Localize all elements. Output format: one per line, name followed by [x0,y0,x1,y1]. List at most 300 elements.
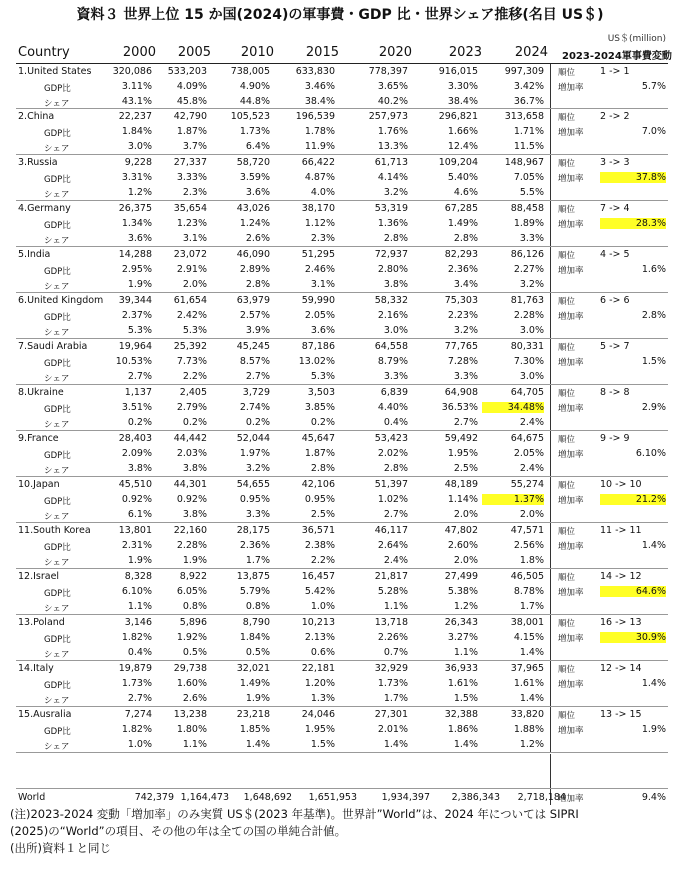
spend-cell: 109,204 [438,157,478,168]
gdp-cell: 2.09% [121,448,152,459]
gdp-cell: 1.71% [513,126,544,137]
gdp-row [16,263,668,278]
row-label: シェア [44,558,70,568]
rate-value: 1.4% [641,678,666,689]
gdp-cell: 3.42% [513,81,544,92]
gdp-cell: 2.80% [377,264,408,275]
share-cell: 0.6% [310,647,335,658]
spend-cell: 22,181 [301,663,335,674]
gdp-cell: 3.59% [239,172,270,183]
spend-row [16,662,668,677]
row-label: シェア [44,190,70,200]
share-row [16,600,668,615]
country-name: 1.United States [18,66,92,77]
row-label: GDP比 [44,727,71,737]
gdp-cell: 2.28% [513,310,544,321]
rate-label: 増加率 [558,266,584,276]
spend-cell: 64,705 [510,387,544,398]
spend-cell: 25,392 [173,341,207,352]
gdp-cell: 1.97% [239,448,270,459]
rate-label: 増加率 [558,83,584,93]
footnotes [10,806,672,857]
spend-cell: 47,571 [510,525,544,536]
rate-value: 1.5% [641,356,666,367]
spend-cell: 87,186 [301,341,335,352]
spend-cell: 42,106 [301,479,335,490]
gdp-cell: 2.95% [121,264,152,275]
gdp-cell: 4.09% [176,81,207,92]
share-row [16,462,668,477]
rank-label: 順位 [558,665,576,675]
share-cell: 1.5% [310,739,335,750]
spend-cell: 33,820 [510,709,544,720]
row-label: GDP比 [44,221,71,231]
country-name: 9.France [18,433,59,444]
spend-cell: 58,720 [236,157,270,168]
share-cell: 11.5% [513,141,544,152]
gdp-cell: 2.26% [377,632,408,643]
rate-label: 増加率 [558,634,584,644]
share-cell: 3.1% [310,279,335,290]
country-name: 6.United Kingdom [18,295,104,306]
row-label: GDP比 [44,313,71,323]
header-change: 2023-2024軍事費変動 [562,51,672,62]
spend-cell: 6,839 [380,387,408,398]
rate-label: 増加率 [558,726,584,736]
share-cell: 2.8% [383,233,408,244]
gdp-cell: 2.16% [377,310,408,321]
spend-cell: 88,458 [510,203,544,214]
gdp-cell: 5.28% [377,586,408,597]
country-name: 8.Ukraine [18,387,64,398]
spend-cell: 66,422 [301,157,335,168]
gdp-cell: 1.88% [513,724,544,735]
rank-change: 8 -> 8 [600,387,630,398]
gdp-cell: 2.27% [513,264,544,275]
rate-label: 増加率 [558,496,584,506]
share-cell: 4.0% [310,187,335,198]
share-cell: 2.7% [127,371,152,382]
gdp-cell: 4.15% [513,632,544,643]
row-label: シェア [44,604,70,614]
rank-change: 6 -> 6 [600,295,630,306]
spend-cell: 257,973 [368,111,408,122]
share-cell: 0.5% [245,647,270,658]
share-cell: 2.2% [310,555,335,566]
rank-change: 13 -> 15 [600,709,642,720]
spend-cell: 10,213 [301,617,335,628]
share-cell: 2.5% [453,463,478,474]
world-value: 1,651,953 [308,792,357,803]
spend-cell: 23,218 [236,709,270,720]
spend-cell: 29,738 [173,663,207,674]
spend-cell: 45,245 [236,341,270,352]
share-cell: 2.8% [453,233,478,244]
spend-cell: 80,331 [510,341,544,352]
share-cell: 0.2% [310,417,335,428]
share-cell: 2.6% [245,233,270,244]
country-name: 11.South Korea [18,525,91,536]
gdp-cell: 1.61% [447,678,478,689]
gdp-cell: 7.73% [176,356,207,367]
share-cell: 2.7% [383,509,408,520]
spend-cell: 61,713 [374,157,408,168]
spend-cell: 9,228 [124,157,152,168]
share-cell: 1.9% [182,555,207,566]
row-label: シェア [44,328,70,338]
spend-cell: 46,090 [236,249,270,260]
share-cell: 5.3% [182,325,207,336]
share-cell: 3.8% [127,463,152,474]
spend-cell: 196,539 [295,111,335,122]
spend-cell: 24,046 [301,709,335,720]
spend-cell: 26,343 [444,617,478,628]
country-name: 15.Ausralia [18,709,72,720]
row-label: シェア [44,420,70,430]
spend-cell: 22,160 [173,525,207,536]
gdp-row [16,585,668,600]
gdp-cell: 1.34% [121,218,152,229]
spend-cell: 44,442 [173,433,207,444]
header-country: Country [18,45,70,60]
share-cell: 1.9% [245,693,270,704]
rate-label: 増加率 [558,128,584,138]
gdp-cell: 3.27% [447,632,478,643]
spend-row [16,616,668,631]
gdp-cell: 8.57% [239,356,270,367]
world-value: 2,386,343 [451,792,500,803]
spend-cell: 72,937 [374,249,408,260]
share-cell: 1.3% [310,693,335,704]
share-row [16,508,668,523]
rank-change: 12 -> 14 [600,663,642,674]
gdp-cell: 2.05% [304,310,335,321]
spend-row [16,432,668,447]
share-cell: 1.7% [245,555,270,566]
rank-change: 3 -> 3 [600,157,630,168]
spend-cell: 46,505 [510,571,544,582]
gdp-cell: 1.76% [377,126,408,137]
world-value: 1,648,692 [243,792,292,803]
world-rate-label: 増加率 [558,794,584,804]
spend-cell: 45,510 [118,479,152,490]
rank-label: 順位 [558,297,576,307]
gdp-cell: 8.79% [377,356,408,367]
country-group [16,431,668,477]
gdp-cell: 4.40% [377,402,408,413]
country-group [16,385,668,431]
country-name: 12.Israel [18,571,60,582]
share-cell: 0.4% [383,417,408,428]
rate-label: 増加率 [558,358,584,368]
gdp-cell: 1.82% [121,632,152,643]
share-cell: 0.8% [182,601,207,612]
spend-cell: 77,765 [444,341,478,352]
rank-label: 順位 [558,113,576,123]
spend-cell: 32,388 [444,709,478,720]
rank-change: 4 -> 5 [600,249,630,260]
spend-cell: 105,523 [230,111,270,122]
gdp-cell: 1.02% [377,494,408,505]
country-name: 4.Germany [18,203,71,214]
gdp-cell: 2.91% [176,264,207,275]
share-cell: 1.2% [453,601,478,612]
share-cell: 1.4% [453,739,478,750]
share-cell: 38.4% [304,96,335,107]
gdp-cell: 7.28% [447,356,478,367]
rate-label: 増加率 [558,680,584,690]
rate-label: 増加率 [558,220,584,230]
rank-change: 14 -> 12 [600,571,642,582]
share-cell: 45.8% [176,96,207,107]
gdp-row [16,401,668,416]
spend-cell: 5,896 [179,617,207,628]
rate-value: 64.6% [600,586,666,597]
row-label: シェア [44,236,70,246]
gdp-cell: 1.87% [176,126,207,137]
spend-cell: 43,026 [236,203,270,214]
country-name: 7.Saudi Arabia [18,341,88,352]
row-label: シェア [44,144,70,154]
rate-label: 増加率 [558,404,584,414]
gdp-cell: 1.37% [482,494,544,505]
share-cell: 3.8% [182,509,207,520]
rank-change: 9 -> 9 [600,433,630,444]
spend-row [16,248,668,263]
share-cell: 3.6% [127,233,152,244]
share-cell: 5.3% [127,325,152,336]
gdp-cell: 7.05% [513,172,544,183]
share-cell: 3.2% [383,187,408,198]
spend-cell: 320,086 [112,66,152,77]
gdp-cell: 1.73% [239,126,270,137]
spend-cell: 26,375 [118,203,152,214]
share-cell: 5.5% [519,187,544,198]
share-cell: 44.8% [239,96,270,107]
share-cell: 0.7% [383,647,408,658]
spend-cell: 19,879 [118,663,152,674]
gdp-row [16,539,668,554]
share-cell: 1.1% [383,601,408,612]
spend-cell: 296,821 [438,111,478,122]
share-cell: 1.8% [519,555,544,566]
spend-row [16,570,668,585]
country-group [16,661,668,707]
share-cell: 3.8% [182,463,207,474]
gdp-cell: 2.60% [447,540,478,551]
share-cell: 1.4% [245,739,270,750]
spend-row [16,340,668,355]
note-line: (2025)の“World”の項目、その他の年は全ての国の単純合計値。 [10,824,347,838]
country-group [16,63,668,109]
spend-cell: 47,802 [444,525,478,536]
gdp-cell: 3.46% [304,81,335,92]
rank-change: 1 -> 1 [600,66,630,77]
share-cell: 3.4% [453,279,478,290]
gdp-row [16,723,668,738]
rate-value: 2.9% [641,402,666,413]
spend-cell: 997,309 [504,66,544,77]
row-label: GDP比 [44,405,71,415]
gdp-cell: 2.03% [176,448,207,459]
country-group [16,247,668,293]
gdp-row [16,677,668,692]
gdp-cell: 1.66% [447,126,478,137]
share-cell: 2.3% [310,233,335,244]
share-cell: 3.8% [383,279,408,290]
spend-cell: 63,979 [236,295,270,306]
share-cell: 3.9% [245,325,270,336]
country-group [16,523,668,569]
share-cell: 13.3% [377,141,408,152]
gdp-cell: 0.95% [239,494,270,505]
page-title: 資料３ 世界上位 15 か国(2024)の軍事費・GDP 比・世界シェア推移(名目 US＄) [76,7,604,23]
share-cell: 3.3% [519,233,544,244]
row-label: GDP比 [44,84,71,94]
row-label: GDP比 [44,359,71,369]
spend-cell: 55,274 [510,479,544,490]
gdp-row [16,631,668,646]
gdp-cell: 2.64% [377,540,408,551]
share-cell: 3.3% [383,371,408,382]
rate-value: 1.6% [641,264,666,275]
spend-cell: 35,654 [173,203,207,214]
header-year: 2010 [240,45,274,60]
share-cell: 0.4% [127,647,152,658]
rank-change: 7 -> 4 [600,203,630,214]
spend-cell: 27,337 [173,157,207,168]
rate-value: 21.2% [600,494,666,505]
spend-cell: 58,332 [374,295,408,306]
gdp-cell: 3.30% [447,81,478,92]
gdp-cell: 0.92% [121,494,152,505]
gdp-cell: 3.33% [176,172,207,183]
spend-row [16,708,668,723]
country-name: 2.China [18,111,55,122]
gdp-cell: 3.51% [121,402,152,413]
spend-cell: 3,146 [124,617,152,628]
share-cell: 43.1% [121,96,152,107]
rate-value: 30.9% [600,632,666,643]
gdp-cell: 1.89% [513,218,544,229]
note-line: (出所)資料１と同じ [10,841,111,855]
rank-label: 順位 [558,435,576,445]
row-label: シェア [44,512,70,522]
share-row [16,370,668,385]
spend-cell: 86,126 [510,249,544,260]
gdp-cell: 2.31% [121,540,152,551]
gdp-cell: 2.56% [513,540,544,551]
country-group [16,109,668,155]
gdp-cell: 2.36% [447,264,478,275]
row-label: シェア [44,466,70,476]
spend-row [16,386,668,401]
share-cell: 3.1% [182,233,207,244]
row-label: GDP比 [44,129,71,139]
country-group [16,615,668,661]
share-cell: 1.1% [453,647,478,658]
country-name: 14.Italy [18,663,54,674]
gdp-cell: 1.24% [239,218,270,229]
spend-cell: 8,790 [242,617,270,628]
gdp-cell: 1.95% [447,448,478,459]
share-row [16,646,668,661]
row-label: GDP比 [44,267,71,277]
gdp-cell: 1.85% [239,724,270,735]
rank-label: 順位 [558,205,576,215]
share-row [16,186,668,201]
share-cell: 2.4% [519,417,544,428]
spend-cell: 53,423 [374,433,408,444]
rank-label: 順位 [558,711,576,721]
rate-value: 5.7% [641,81,666,92]
gdp-cell: 1.23% [176,218,207,229]
spend-cell: 22,237 [118,111,152,122]
rate-value: 6.10% [635,448,666,459]
share-cell: 2.4% [519,463,544,474]
gdp-cell: 1.36% [377,218,408,229]
country-group [16,477,668,523]
spend-cell: 148,967 [504,157,544,168]
spend-row [16,524,668,539]
spend-cell: 46,117 [374,525,408,536]
gdp-row [16,80,668,95]
rate-label: 増加率 [558,312,584,322]
share-cell: 2.0% [453,509,478,520]
spend-cell: 38,170 [301,203,335,214]
spend-cell: 59,990 [301,295,335,306]
share-cell: 0.2% [127,417,152,428]
share-cell: 1.9% [127,279,152,290]
spend-cell: 37,965 [510,663,544,674]
share-cell: 1.1% [182,739,207,750]
gdp-cell: 13.02% [298,356,335,367]
spend-cell: 64,908 [444,387,478,398]
share-cell: 3.6% [310,325,335,336]
gdp-cell: 1.73% [121,678,152,689]
spend-cell: 16,457 [301,571,335,582]
share-cell: 2.0% [453,555,478,566]
gdp-cell: 1.80% [176,724,207,735]
rank-label: 順位 [558,619,576,629]
gdp-cell: 8.78% [513,586,544,597]
row-label: GDP比 [44,681,71,691]
rate-value: 28.3% [600,218,666,229]
share-row [16,95,668,110]
share-cell: 36.7% [513,96,544,107]
share-cell: 0.5% [182,647,207,658]
spend-cell: 38,001 [510,617,544,628]
gdp-cell: 2.46% [304,264,335,275]
rank-label: 順位 [558,573,576,583]
rank-change: 5 -> 7 [600,341,630,352]
spend-cell: 59,492 [444,433,478,444]
row-label: シェア [44,742,70,752]
spend-cell: 44,301 [173,479,207,490]
share-cell: 3.0% [519,371,544,382]
spend-cell: 81,763 [510,295,544,306]
gdp-cell: 34.48% [482,402,544,413]
share-cell: 1.7% [519,601,544,612]
spend-cell: 21,817 [374,571,408,582]
country-name: 3.Russia [18,157,58,168]
share-cell: 3.2% [453,325,478,336]
gdp-cell: 2.13% [304,632,335,643]
spend-cell: 27,499 [444,571,478,582]
unit-label: US＄(million) [607,34,666,44]
spend-cell: 13,718 [374,617,408,628]
gdp-cell: 3.31% [121,172,152,183]
